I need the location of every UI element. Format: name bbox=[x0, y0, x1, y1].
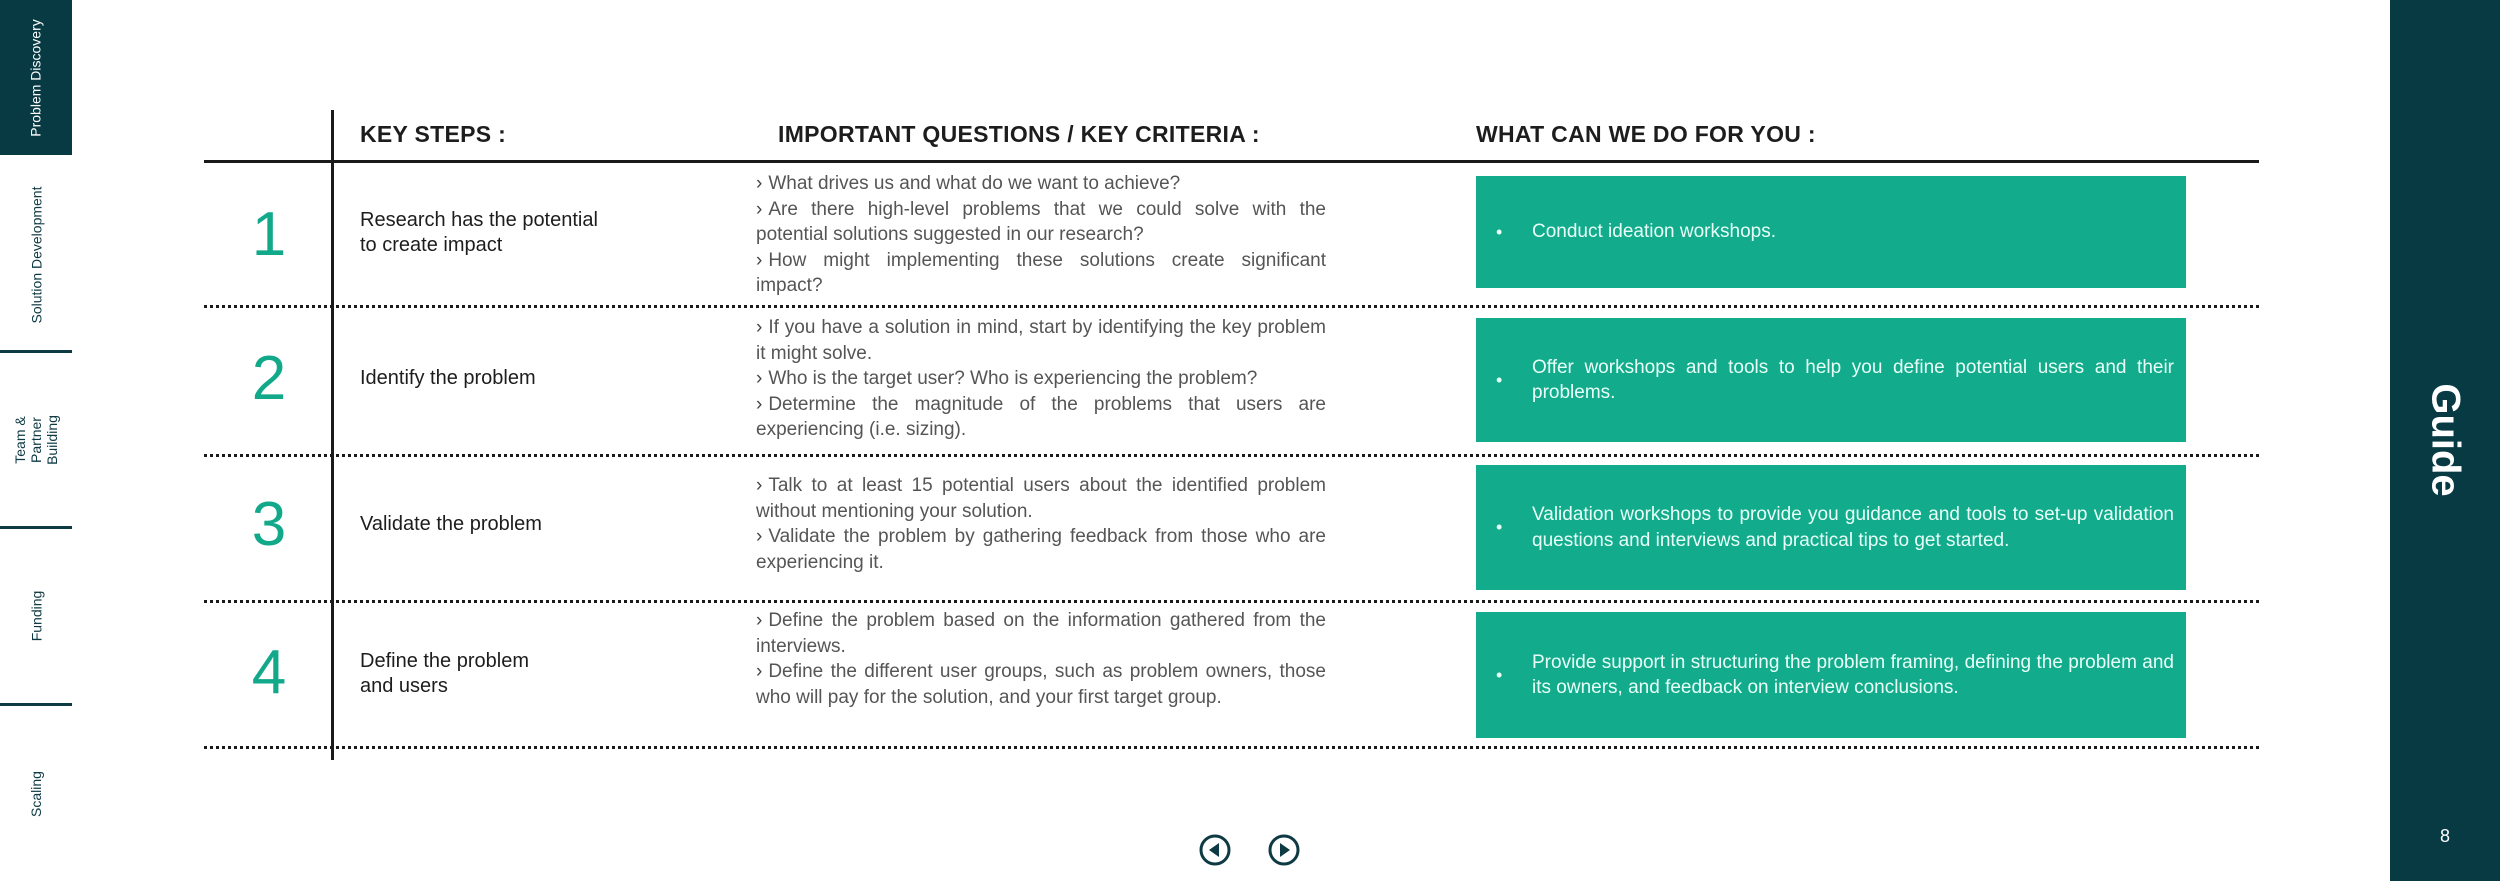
question-item bbox=[756, 659, 1326, 710]
chevron-right-icon: › bbox=[756, 317, 763, 338]
chevron-right-icon: › bbox=[756, 610, 763, 631]
help-text: Validation workshops to provide you guidance and tools to set-up validation questions and interviews and practical tips to get started. bbox=[1532, 504, 2174, 551]
chevron-right-icon: › bbox=[756, 475, 763, 496]
chevron-right-icon: › bbox=[756, 198, 763, 220]
step-title bbox=[360, 208, 680, 258]
row-divider bbox=[204, 305, 2259, 308]
chevron-right-icon: › bbox=[756, 249, 763, 271]
chevron-right-icon: › bbox=[756, 368, 763, 389]
step-title-line: to create impact bbox=[360, 234, 503, 256]
nav-item-label: Problem Discovery bbox=[28, 18, 45, 137]
header-questions: IMPORTANT QUESTIONS / KEY CRITERIA : bbox=[778, 121, 1260, 147]
nav-item-label: Team & Partner Building bbox=[12, 414, 60, 465]
page-number: 8 bbox=[2439, 826, 2450, 846]
chevron-right-icon: › bbox=[756, 173, 763, 194]
question-text: If you have a solution in mind, start by identifying the key problem it might solve. bbox=[756, 317, 1326, 364]
step-title-line: Identify the problem bbox=[360, 367, 536, 389]
step-title bbox=[360, 366, 680, 391]
nav-item-scaling[interactable] bbox=[0, 706, 72, 881]
question-text: Define the problem based on the information gathered from the interviews. bbox=[756, 610, 1326, 657]
question-item bbox=[756, 473, 1326, 524]
question-text: Who is the target user? Who is experiencing the problem? bbox=[768, 368, 1258, 389]
bullet-icon: • bbox=[1496, 664, 1503, 685]
row-divider bbox=[204, 746, 2259, 749]
nav-item-label: Funding bbox=[28, 590, 44, 642]
previous-page-button[interactable] bbox=[1198, 833, 1232, 867]
guide-sidebar bbox=[2390, 0, 2500, 881]
chevron-right-icon: › bbox=[756, 526, 763, 547]
question-list bbox=[756, 473, 1326, 575]
question-item bbox=[756, 366, 1326, 392]
question-item bbox=[756, 524, 1326, 575]
header-key-steps: KEY STEPS : bbox=[360, 121, 507, 147]
question-text: Validate the problem by gathering feedback from those who are experiencing it. bbox=[756, 526, 1326, 573]
step-number: 4 bbox=[251, 638, 287, 707]
step-number: 3 bbox=[251, 490, 287, 559]
header-help: WHAT CAN WE DO FOR YOU : bbox=[1476, 121, 1816, 147]
guide-title: Guide bbox=[2423, 383, 2468, 497]
question-text: What drives us and what do we want to achieve? bbox=[768, 173, 1181, 194]
step-title bbox=[360, 649, 680, 699]
table-header-rule bbox=[204, 160, 2259, 163]
bullet-icon: • bbox=[1496, 369, 1503, 390]
arrow-left-circle-icon bbox=[1198, 833, 1232, 867]
row-divider bbox=[204, 600, 2259, 603]
question-item bbox=[756, 315, 1326, 366]
nav-item-team-partner-building[interactable] bbox=[0, 353, 72, 526]
question-list bbox=[756, 608, 1326, 710]
question-list bbox=[756, 315, 1326, 443]
step-title-line: Define the problem bbox=[360, 650, 529, 672]
nav-item-problem-discovery[interactable] bbox=[0, 0, 72, 155]
bullet-icon: • bbox=[1496, 517, 1503, 537]
step-title-line: Validate the problem bbox=[360, 513, 542, 535]
question-text: Determine the magnitude of the problems that users are experiencing (i.e. sizing). bbox=[756, 393, 1326, 440]
help-box bbox=[1476, 176, 2186, 288]
section-nav bbox=[0, 0, 72, 881]
nav-item-funding[interactable] bbox=[0, 529, 72, 703]
question-list bbox=[756, 171, 1326, 299]
next-page-button[interactable] bbox=[1267, 833, 1301, 867]
step-title-line: and users bbox=[360, 675, 448, 697]
step-title-line: Research has the potential bbox=[360, 209, 598, 231]
help-box bbox=[1476, 612, 2186, 738]
question-item bbox=[756, 392, 1326, 443]
step-title bbox=[360, 512, 680, 537]
arrow-right-circle-icon bbox=[1267, 833, 1301, 867]
help-text: Offer workshops and tools to help you define potential users and their problems. bbox=[1532, 356, 2174, 403]
bullet-icon: • bbox=[1496, 221, 1503, 242]
question-text: Are there high-level problems that we could solve with the potential solutions suggested in our research? bbox=[756, 198, 1326, 245]
question-text: Talk to at least 15 potential users about the identified problem without mentioning your solution. bbox=[756, 475, 1326, 522]
nav-item-label: Scaling bbox=[27, 770, 44, 817]
nav-item-label: Solution Development bbox=[28, 186, 45, 323]
help-text: Provide support in structuring the problem framing, defining the problem and its owners, and feedback on interview conclusions. bbox=[1532, 651, 2174, 698]
question-item bbox=[756, 248, 1326, 299]
question-item bbox=[756, 608, 1326, 659]
question-text: Define the different user groups, such as problem owners, those who will pay for the solution, and your first target group. bbox=[756, 661, 1326, 708]
help-box bbox=[1476, 465, 2186, 590]
help-box bbox=[1476, 318, 2186, 442]
chevron-right-icon: › bbox=[756, 661, 763, 682]
help-text: Conduct ideation workshops. bbox=[1532, 221, 1776, 243]
step-number: 1 bbox=[251, 200, 287, 269]
nav-item-solution-development[interactable] bbox=[0, 158, 72, 351]
question-item bbox=[756, 197, 1326, 248]
question-text: How might implementing these solutions create significant impact? bbox=[756, 249, 1326, 296]
step-number: 2 bbox=[251, 344, 287, 413]
table-vertical-rule bbox=[331, 110, 334, 760]
row-divider bbox=[204, 454, 2259, 457]
question-item bbox=[756, 171, 1326, 197]
chevron-right-icon: › bbox=[756, 393, 763, 415]
